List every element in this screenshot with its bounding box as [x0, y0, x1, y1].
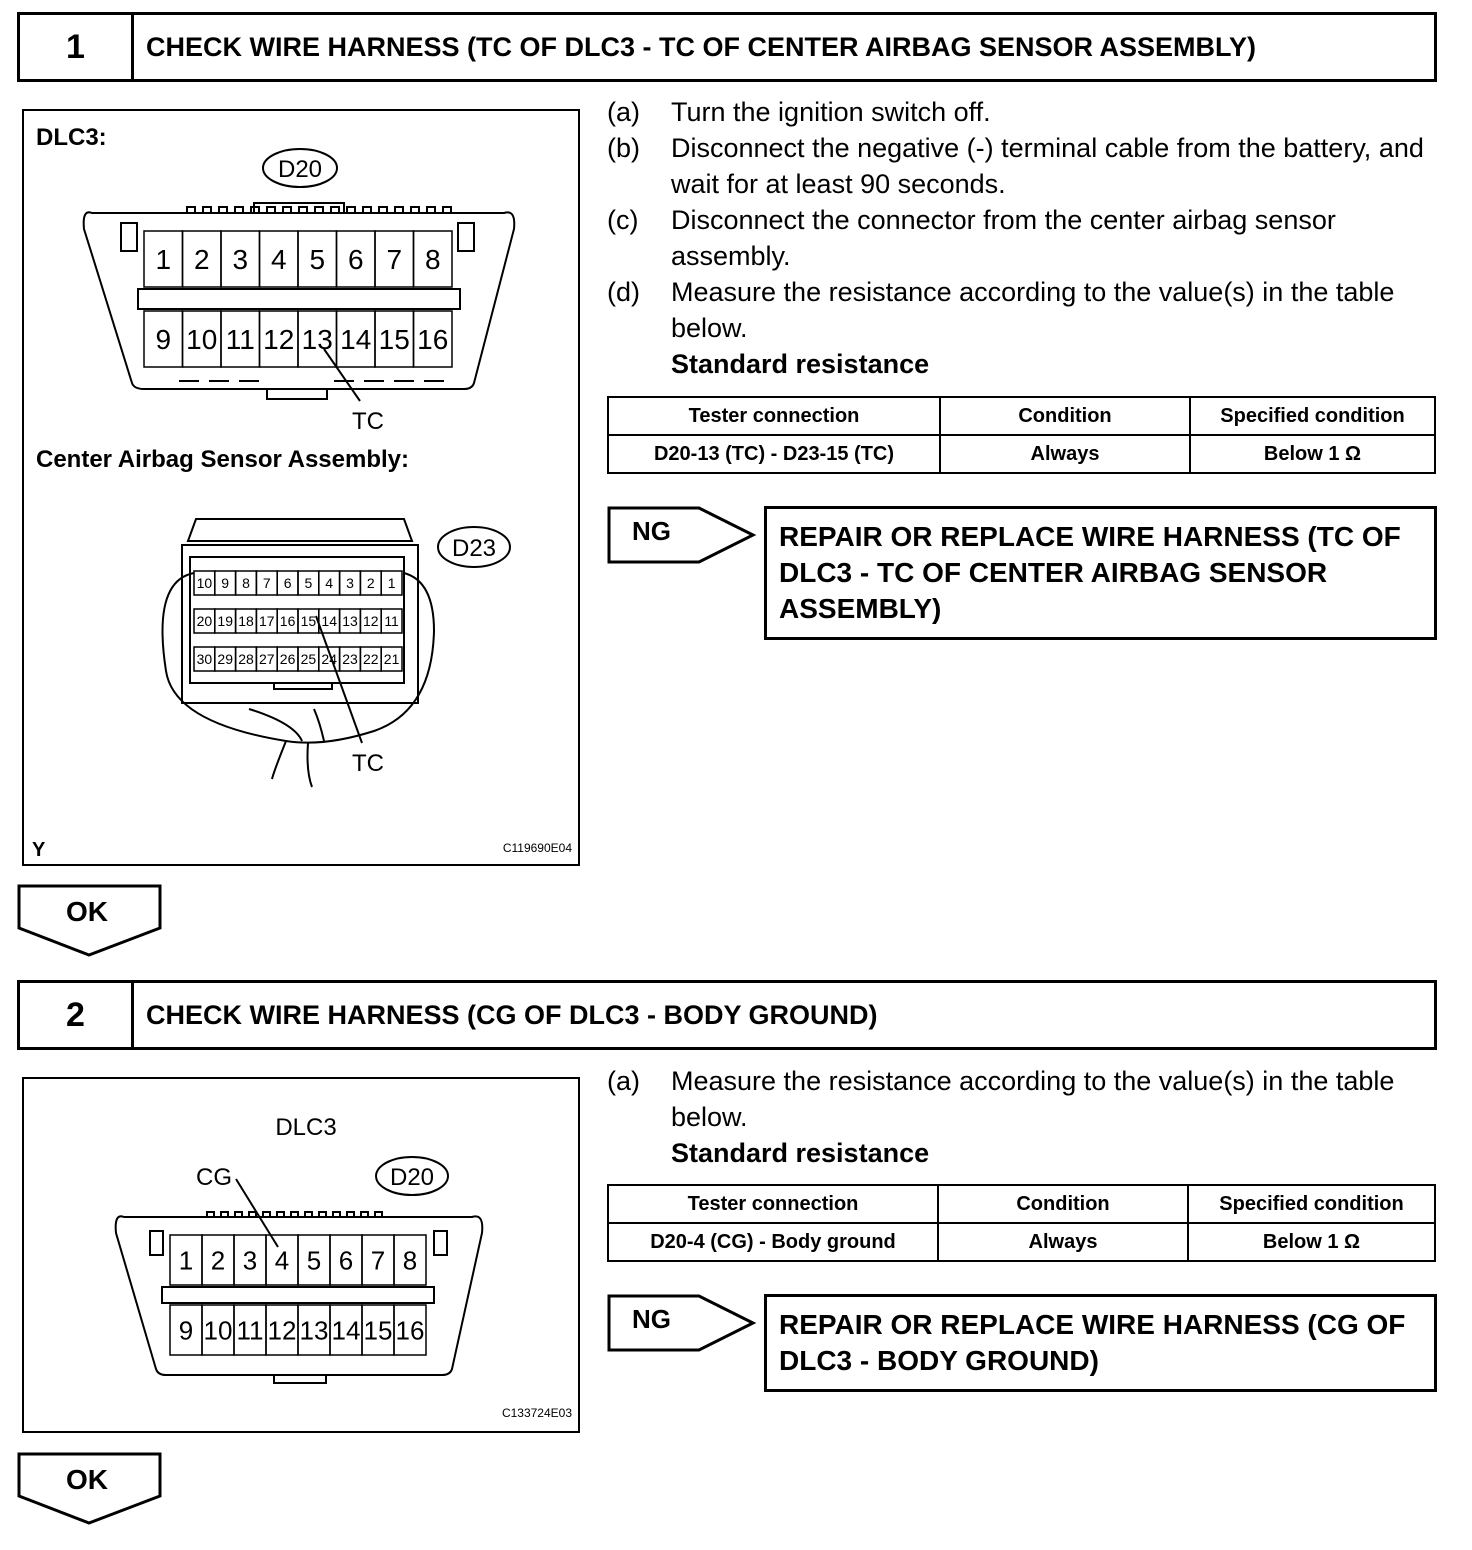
step-1a: (a) Turn the ignition switch off. [607, 97, 991, 127]
dlc3-pin-1: 1 [155, 244, 172, 276]
dlc3-housing [84, 212, 515, 389]
sensor-connector-top [188, 519, 412, 541]
sensor-pin-12: 12 [363, 613, 379, 630]
sensor-pin-6: 6 [283, 575, 292, 592]
section-2-figure [22, 1077, 580, 1433]
dlc3-left-tab [121, 223, 137, 251]
step-1d: (d) Measure the resistance according to the value(s) in the table below. [607, 277, 1395, 343]
connector-diagram-1 [24, 111, 578, 864]
standard-resistance-label-2: Standard resistance [671, 1138, 930, 1168]
dlc3-2-pin-8: 8 [402, 1245, 418, 1276]
sensor-pin-2: 2 [366, 575, 375, 592]
tc-leader-line [324, 349, 360, 401]
sensor-pin-10: 10 [196, 575, 213, 592]
cell-tester-connection: D20-4 (CG) - Body ground [608, 1223, 938, 1261]
sensor-wire-harness [249, 709, 324, 787]
dlc3-2-pin-9: 9 [178, 1315, 194, 1346]
dlc3-bottom-key-2 [274, 1375, 326, 1383]
step-2a: (a) Measure the resistance according to the value(s) in the table below. [607, 1066, 1395, 1132]
dlc3-center-bar [138, 289, 460, 309]
dlc3-2-pin-1: 1 [178, 1245, 194, 1276]
d23-connector-label: D23 [451, 535, 497, 562]
sensor-pin-23: 23 [342, 651, 358, 668]
dlc3-2-pin-5: 5 [306, 1245, 322, 1276]
spec-table-1 [607, 396, 1436, 474]
section-1-header [17, 12, 1437, 82]
dlc3-pin-9: 9 [155, 324, 172, 356]
dlc3-pin-6: 6 [347, 244, 364, 276]
ok-label-1: OK [66, 896, 108, 927]
sensor-pin-8: 8 [242, 575, 250, 592]
sensor-pin-4: 4 [325, 575, 334, 592]
dlc3-right-tab [458, 223, 474, 251]
section-2-header [17, 980, 1437, 1050]
dlc3-pin-14: 14 [340, 324, 372, 356]
header-specified-condition: Specified condition [1188, 1185, 1435, 1223]
dlc3-tc-label: TC [352, 408, 384, 435]
step-1c: (c) Disconnect the connector from the center airbag sensor assembly. [607, 205, 1336, 271]
dlc3-pin-10: 10 [186, 324, 218, 356]
figure-code-2: C133724E03 [501, 1406, 572, 1420]
table-header-row [608, 397, 1435, 435]
dlc3-label-2: DLC3 [275, 1114, 337, 1141]
sensor-pin-row [194, 571, 402, 595]
sensor-pin-29: 29 [217, 651, 233, 668]
sensor-pin-7: 7 [262, 575, 271, 592]
dlc3-2-pin-15: 15 [363, 1315, 393, 1346]
cell-specified-condition: Below 1 Ω [1190, 435, 1435, 473]
sensor-pin-1: 1 [387, 575, 396, 592]
cell-condition: Always [938, 1223, 1188, 1261]
header-tester-connection: Tester connection [608, 397, 940, 435]
sensor-pin-24: 24 [321, 651, 337, 668]
sensor-pin-row [194, 647, 402, 671]
section-1-title: CHECK WIRE HARNESS (TC OF DLC3 - TC OF CENTER AIRBAG SENSOR ASSEMBLY) [146, 31, 1257, 62]
sensor-label: Center Airbag Sensor Assembly: [36, 446, 409, 473]
ng-action-box-1: REPAIR OR REPLACE WIRE HARNESS (TC OF DLC3 - TC OF CENTER AIRBAG SENSOR ASSEMBLY) [764, 506, 1437, 640]
standard-resistance-label-1: Standard resistance [671, 349, 930, 379]
sensor-pin-13: 13 [342, 613, 358, 630]
dlc3-2-pin-2: 2 [210, 1245, 226, 1276]
cg-label: CG [196, 1164, 232, 1191]
dlc3-left-tab-2 [150, 1231, 163, 1255]
spec-table-2 [607, 1184, 1436, 1262]
dlc3-center-bar-2 [162, 1287, 434, 1303]
sensor-pin-16: 16 [279, 613, 296, 630]
cell-tester-connection: D20-13 (TC) - D23-15 (TC) [608, 435, 940, 473]
sensor-pin-17: 17 [259, 613, 275, 630]
sensor-pin-18: 18 [238, 613, 254, 630]
dlc3-2-pin-7: 7 [370, 1245, 386, 1276]
dlc3-pin-7: 7 [386, 244, 403, 276]
section-2-steps [607, 1063, 1437, 1171]
dlc3-pin-5: 5 [309, 244, 326, 276]
sensor-tc-label: TC [352, 750, 384, 777]
sensor-pin-25: 25 [300, 651, 317, 668]
dlc3-2-pin-3: 3 [242, 1245, 258, 1276]
dlc3-2-pin-11: 11 [236, 1315, 264, 1346]
section-1-steps [607, 94, 1437, 382]
dlc3-2-pin-13: 13 [299, 1315, 329, 1346]
sensor-pin-15: 15 [300, 613, 317, 630]
sensor-pin-3: 3 [346, 575, 354, 592]
connector-diagram-2 [24, 1079, 578, 1431]
sensor-pin-26: 26 [279, 651, 296, 668]
table-header-row [608, 1185, 1435, 1223]
dlc3-2-pin-12: 12 [267, 1315, 297, 1346]
dlc3-top-key-2 [200, 1212, 382, 1217]
step-1b: (b) Disconnect the negative (-) terminal cable from the battery, and wait for at least 90 seconds. [607, 133, 1424, 199]
dlc3-2-pin-6: 6 [338, 1245, 354, 1276]
figure-code-1: C119690E04 [502, 841, 572, 855]
header-tester-connection: Tester connection [608, 1185, 938, 1223]
table-row [608, 435, 1435, 473]
ng-arrow-1[interactable] [607, 506, 757, 566]
ng-label-1: NG [632, 516, 671, 546]
sensor-pin-19: 19 [217, 613, 233, 630]
figure-corner-letter: Y [32, 839, 46, 861]
sensor-pin-22: 22 [363, 651, 379, 668]
dlc3-pin-3: 3 [232, 244, 249, 276]
sensor-pin-5: 5 [304, 575, 313, 592]
sensor-pin-27: 27 [259, 651, 275, 668]
ng-arrow-2[interactable] [607, 1294, 757, 1354]
header-specified-condition: Specified condition [1190, 397, 1435, 435]
dlc3-right-tab-2 [434, 1231, 447, 1255]
dlc3-pin-4: 4 [270, 244, 287, 276]
dlc3-bottom-pins [144, 311, 452, 367]
dlc3-label: DLC3: [36, 124, 107, 151]
dlc3-2-pin-4: 4 [274, 1245, 290, 1276]
dlc3-pin-11: 11 [225, 324, 255, 356]
section-1-number: 1 [20, 15, 134, 79]
dlc3-pin-13: 13 [301, 324, 333, 356]
sensor-pin-grid [194, 571, 402, 671]
ng-action-box-2: REPAIR OR REPLACE WIRE HARNESS (CG OF DLC3 - BODY GROUND) [764, 1294, 1437, 1392]
sensor-pin-28: 28 [238, 651, 254, 668]
dlc3-2-pin-16: 16 [395, 1315, 425, 1346]
section-1-figure [22, 109, 580, 866]
d20-connector-label-2: D20 [389, 1164, 435, 1191]
sensor-pin-11: 11 [384, 613, 399, 630]
sensor-pin-30: 30 [196, 651, 213, 668]
table-row [608, 1223, 1435, 1261]
section-2-title: CHECK WIRE HARNESS (CG OF DLC3 - BODY GROUND) [146, 999, 878, 1030]
dlc3-bottom-pins-2 [170, 1305, 426, 1355]
header-condition: Condition [938, 1185, 1188, 1223]
sensor-pin-21: 21 [383, 651, 400, 668]
header-condition: Condition [940, 397, 1190, 435]
dlc3-pin-12: 12 [263, 324, 295, 356]
sensor-pin-9: 9 [221, 575, 230, 592]
dlc3-pin-15: 15 [378, 324, 410, 356]
dlc3-bottom-key [267, 389, 327, 399]
dlc3-top-pins-2 [170, 1235, 426, 1285]
dlc3-2-pin-10: 10 [203, 1315, 233, 1346]
section-2-number: 2 [20, 983, 134, 1047]
dlc3-pin-16: 16 [417, 324, 449, 356]
dlc3-pin-8: 8 [424, 244, 441, 276]
dlc3-pin-2: 2 [193, 244, 210, 276]
sensor-pin-20: 20 [196, 613, 213, 630]
sensor-tc-leader-line [316, 616, 362, 743]
sensor-pin-row [194, 609, 402, 633]
d20-connector-label: D20 [277, 156, 323, 183]
sensor-pin-14: 14 [321, 613, 337, 630]
dlc3-2-pin-14: 14 [331, 1315, 361, 1346]
cell-condition: Always [940, 435, 1190, 473]
ng-label-2: NG [632, 1304, 671, 1334]
cell-specified-condition: Below 1 Ω [1188, 1223, 1435, 1261]
ok-label-2: OK [66, 1464, 108, 1495]
dlc3-top-pins [144, 231, 452, 287]
